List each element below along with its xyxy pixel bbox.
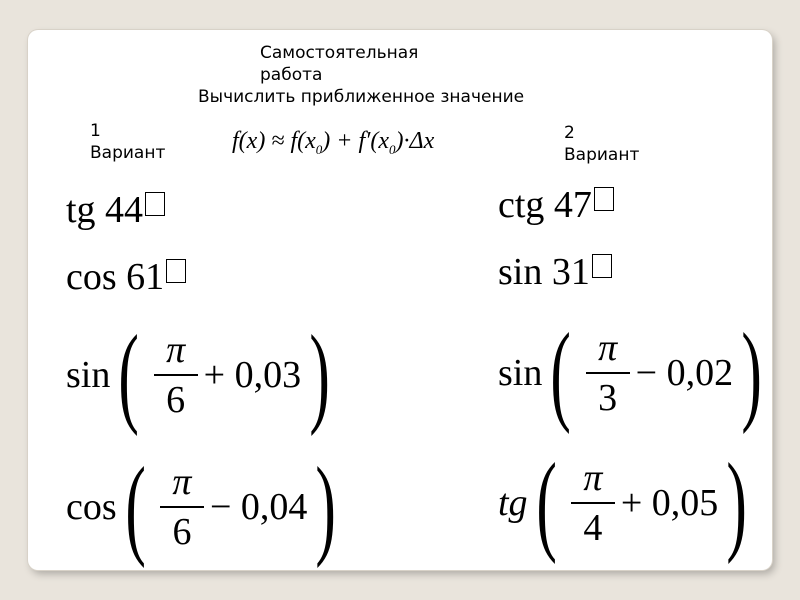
fraction	[571, 456, 615, 550]
v2-task-4-rest: + 0,05	[620, 482, 719, 524]
formula-sub0: 0	[315, 141, 323, 157]
slide-subtitle: Вычислить приближенное значение	[198, 87, 525, 107]
fraction-denominator: 3	[598, 377, 618, 419]
v1-task-1	[66, 188, 165, 232]
v1-task-4-rest: − 0,04	[209, 486, 308, 528]
degree-box-icon	[145, 192, 165, 216]
variant-1-label: 1 Вариант	[90, 121, 166, 163]
fraction-denominator: 6	[166, 379, 186, 421]
left-paren: (	[535, 441, 557, 565]
v1-task-3	[66, 313, 338, 437]
formula-mid: ) + f′(x	[322, 128, 390, 154]
fraction-numerator: π	[166, 329, 186, 371]
v2-task-2-text: sin 31	[498, 251, 590, 293]
formula-rhs: )·Δx	[395, 128, 435, 154]
v1-task-2-text: cos 61	[66, 256, 165, 298]
v1-task-3-fn: sin	[66, 354, 111, 396]
v2-task-3	[498, 311, 770, 435]
v1-task-1-text: tg 44	[66, 189, 144, 231]
degree-box-icon	[166, 259, 186, 283]
v2-task-1	[498, 183, 614, 227]
fraction-denominator: 4	[583, 507, 603, 549]
right-paren: )	[726, 441, 748, 565]
degree-box-icon	[592, 254, 612, 278]
v2-task-3-rest: − 0,02	[635, 352, 734, 394]
right-paren: )	[309, 313, 330, 437]
v1-task-4	[66, 445, 345, 569]
left-paren: (	[125, 445, 146, 569]
v1-task-2	[66, 255, 186, 299]
v2-task-3-fn: sin	[498, 352, 543, 394]
fraction	[586, 326, 630, 420]
slide	[28, 30, 772, 570]
slide-title: Самостоятельная работа	[260, 43, 419, 85]
right-paren: )	[315, 445, 337, 569]
fraction-numerator: π	[583, 457, 603, 499]
v2-task-4	[498, 441, 756, 565]
fraction-denominator: 6	[172, 511, 192, 553]
fraction-bar	[154, 374, 198, 376]
fraction	[154, 328, 198, 422]
v2-task-1-text: ctg 47	[498, 184, 592, 226]
fraction-bar	[586, 372, 630, 374]
degree-box-icon	[594, 187, 614, 211]
fraction-numerator: π	[598, 327, 618, 369]
fraction-numerator: π	[172, 461, 192, 503]
v2-task-2	[498, 250, 612, 294]
variant-2-label: 2 Вариант	[564, 123, 640, 165]
formula-sub1: 0	[389, 141, 396, 157]
left-paren: (	[550, 311, 572, 435]
fraction	[160, 460, 204, 554]
v1-task-3-rest: + 0,03	[203, 354, 302, 396]
left-paren: (	[118, 313, 140, 437]
approximation-formula	[232, 128, 434, 158]
formula-lhs: f(x) ≈ f(x	[232, 128, 316, 154]
v2-task-4-fn: tg	[498, 482, 528, 524]
v1-task-4-fn: cos	[66, 486, 117, 528]
fraction-bar	[571, 502, 615, 504]
fraction-bar	[160, 506, 204, 508]
right-paren: )	[741, 311, 762, 435]
